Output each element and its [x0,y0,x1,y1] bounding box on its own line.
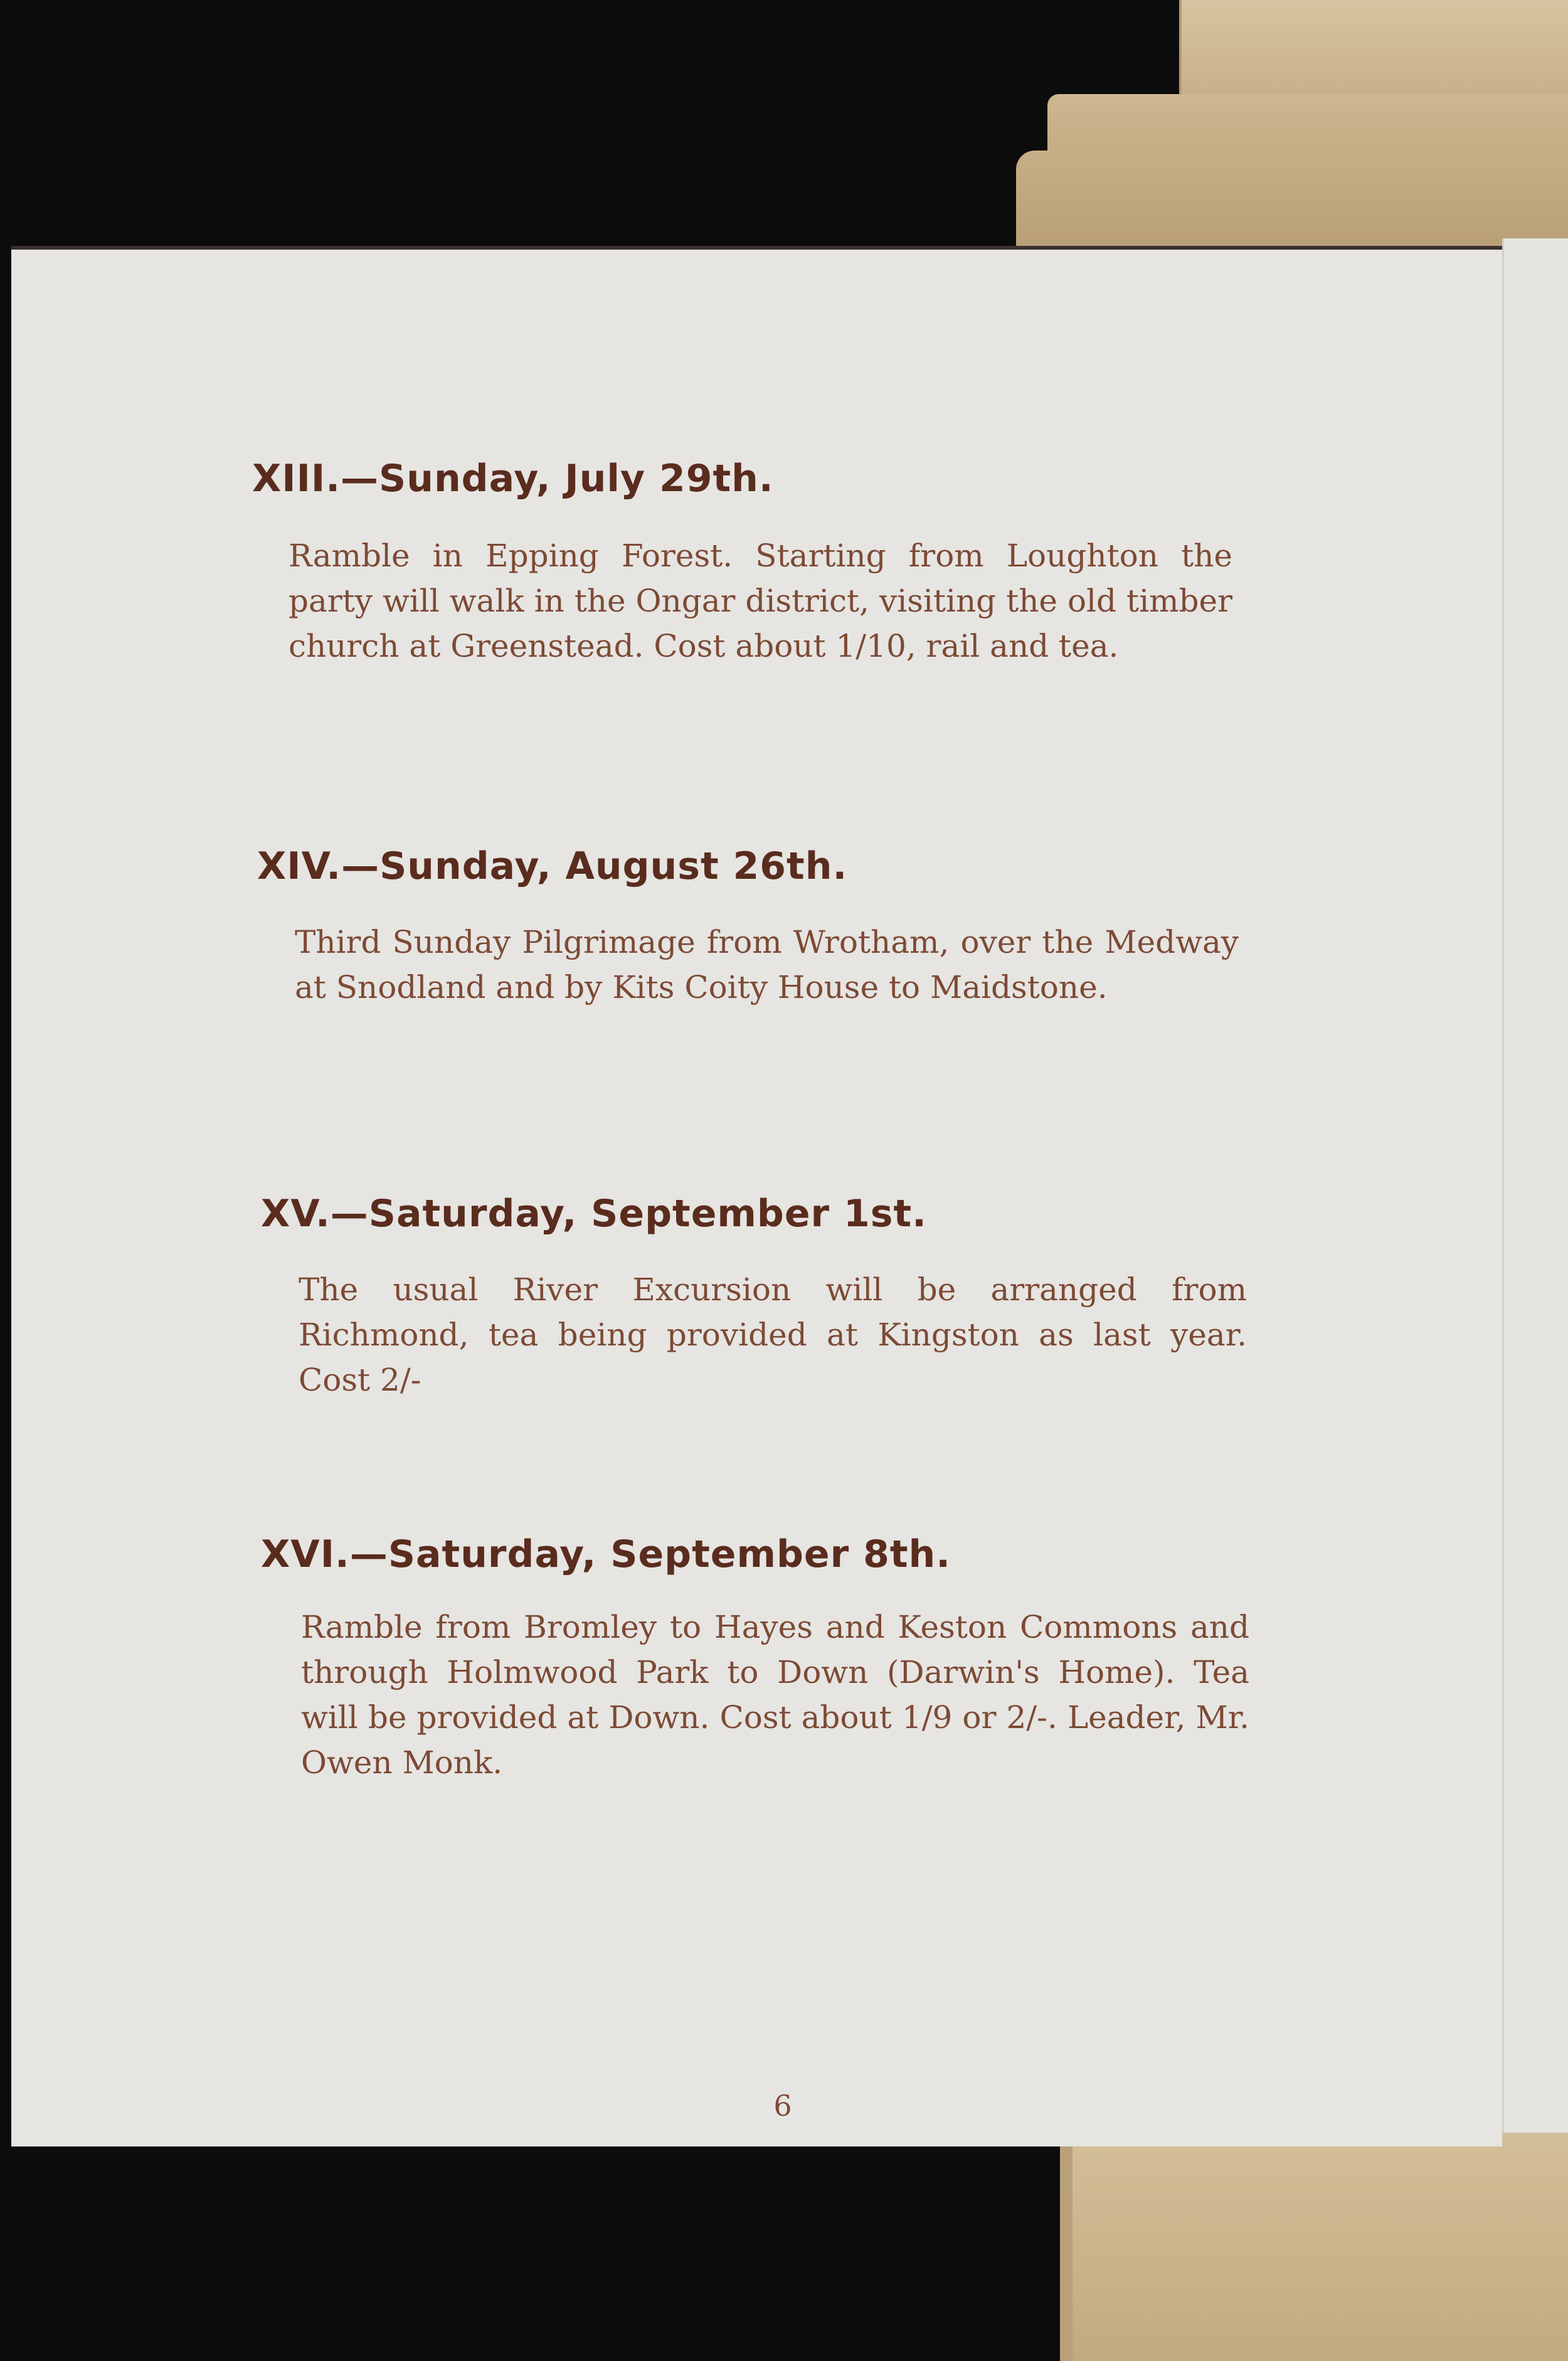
adjoining-page [1502,238,1568,2133]
entry-heading: XIV.—Sunday, August 26th. [257,844,848,888]
entry-text: Ramble in Epping Forest. Starting from Loughton the party will walk in the Ongar district, visiting the old timber church at Greenstead. Cost about 1/10, rail and tea. [289,538,1232,664]
background-paper-sheet [1016,151,1568,263]
entry-heading: XIII.—Sunday, July 29th. [252,457,774,501]
document-page [11,250,1502,2146]
background-paper-sheet [1060,2133,1568,2361]
entry-heading: XV.—Saturday, September 1st. [261,1192,927,1236]
entry-text: Third Sunday Pilgrimage from Wrotham, over the Medway at Snodland and by Kits Coity House to Maidstone. [295,924,1239,1005]
entry-text: The usual River Excursion will be arranged from Richmond, tea being provided at Kingston as last year. Cost 2/- [299,1271,1247,1398]
page-number: 6 [773,2089,792,2123]
paper-edge [1060,2133,1073,2361]
entry-text: Ramble from Bromley to Hayes and Keston Commons and through Holmwood Park to Down (Darwin's Home). Tea will be provided at Down. Cost about 1/9 or 2/-. Leader, Mr. Owen Monk. [301,1609,1249,1781]
background-paper-sheet [1179,0,1568,94]
entry-heading: XVI.—Saturday, September 8th. [261,1532,951,1576]
